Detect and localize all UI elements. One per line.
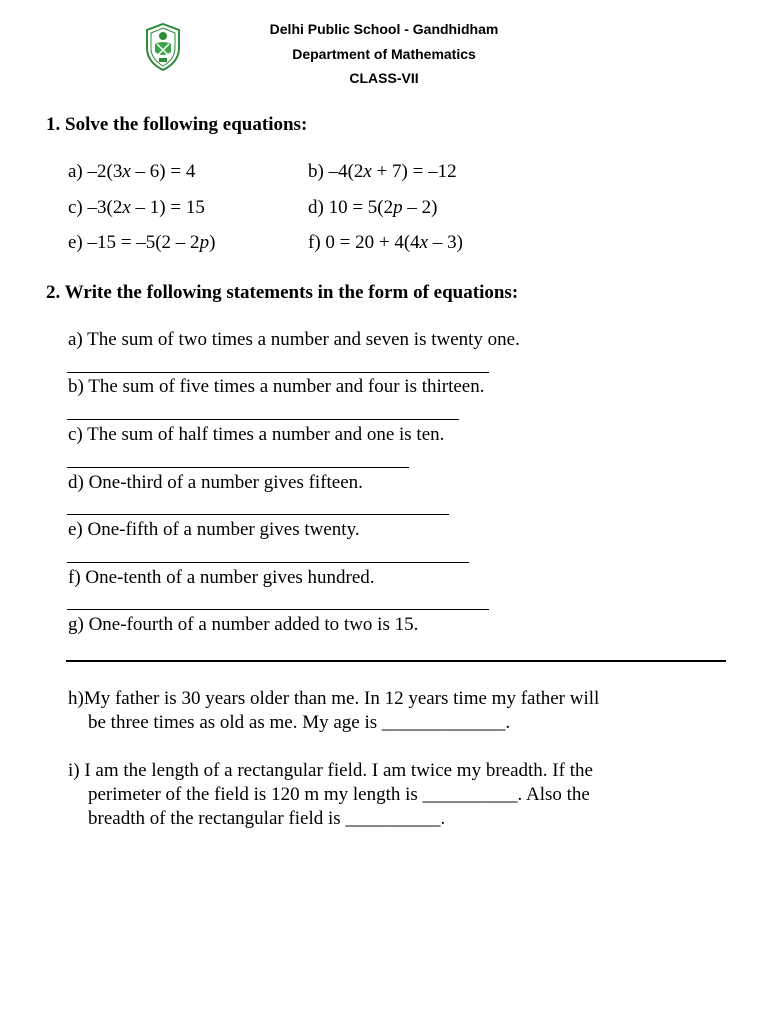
statement-e: e) One-fifth of a number gives twenty. (68, 519, 360, 540)
equation-f: f) 0 = 20 + 4(4x – 3) (308, 232, 463, 253)
answer-line-b[interactable] (67, 419, 459, 420)
statement-i-line-3: breadth of the rectangular field is __________. (88, 808, 446, 829)
question-1-heading: 1. Solve the following equations: (46, 114, 308, 135)
answer-line-d[interactable] (67, 514, 449, 515)
school-name: Delhi Public School - Gandhidham (269, 21, 499, 37)
statement-h-line-1: h)My father is 30 years older than me. In 12 years time my father will (68, 688, 600, 709)
statement-h-line-2: be three times as old as me. My age is _____________. (88, 712, 511, 733)
equation-d: d) 10 = 5(2p – 2) (308, 197, 438, 218)
question-2-heading: 2. Write the following statements in the form of equations: (46, 282, 519, 303)
school-logo-icon (143, 22, 183, 72)
statement-i-line-1: i) I am the length of a rectangular field. I am twice my breadth. If the (68, 760, 593, 781)
answer-line-a[interactable] (67, 372, 489, 373)
statement-g: g) One-fourth of a number added to two is 15. (68, 614, 419, 635)
statement-d: d) One-third of a number gives fifteen. (68, 472, 363, 493)
equation-b: b) –4(2x + 7) = –12 (308, 161, 457, 182)
class-label: CLASS-VII (349, 70, 419, 86)
statement-i-line-2: perimeter of the field is 120 m my length is __________. Also the (88, 784, 590, 805)
statement-b: b) The sum of five times a number and four is thirteen. (68, 376, 485, 397)
answer-line-e[interactable] (67, 562, 469, 563)
equation-c: c) –3(2x – 1) = 15 (68, 197, 205, 218)
statement-i (68, 759, 593, 831)
statement-h (68, 687, 599, 735)
answer-line-f[interactable] (67, 609, 489, 610)
equation-e: e) –15 = –5(2 – 2p) (68, 232, 216, 253)
answer-line-g[interactable] (66, 660, 726, 662)
statement-a: a) The sum of two times a number and seven is twenty one. (68, 329, 520, 350)
statement-f: f) One-tenth of a number gives hundred. (68, 567, 375, 588)
equation-a: a) –2(3x – 6) = 4 (68, 161, 196, 182)
department-name: Department of Mathematics (292, 46, 476, 62)
statement-c: c) The sum of half times a number and one is ten. (68, 424, 445, 445)
answer-line-c[interactable] (67, 467, 409, 468)
